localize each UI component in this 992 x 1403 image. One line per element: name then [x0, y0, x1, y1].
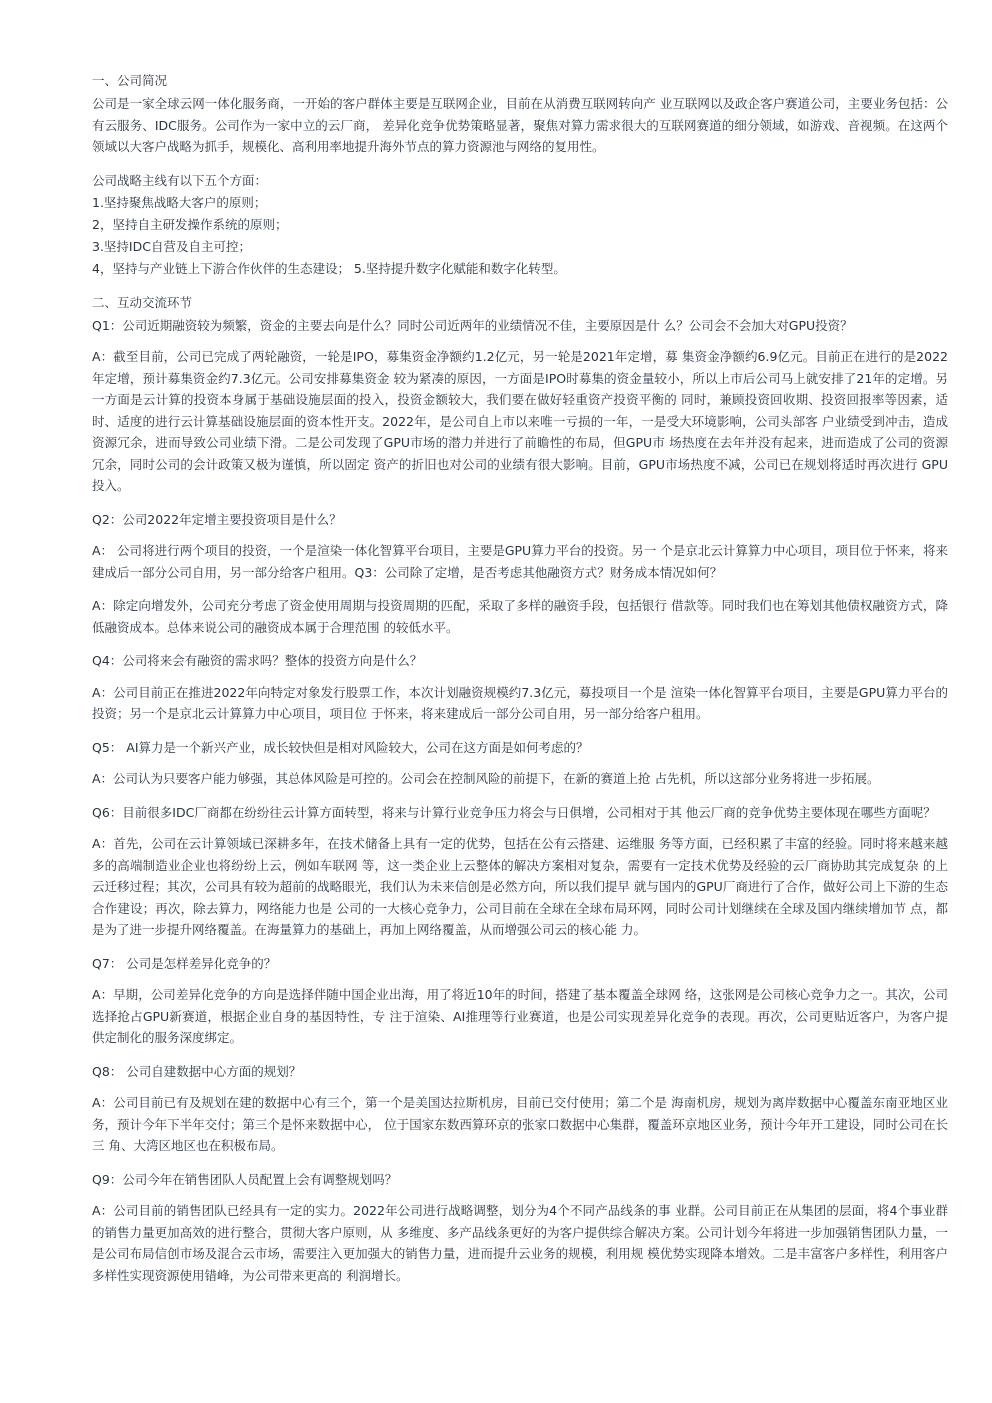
strategy-title: 公司战略主线有以下五个方面：	[92, 172, 268, 188]
answer-q3: A：除定向增发外，公司充分考虑了资金使用周期与投资周期的匹配，采取了多样的融资手段，包括银行 借款等。同时我们也在筹划其他债权融资方式，降低融资成本。总体来说公司的融资成本属于合理范围 的较低水平。	[92, 598, 948, 635]
question-q6: Q6：目前很多IDC厂商都在纷纷往云计算方面转型，将来与计算行业竞争压力将会与日俱增，公司相对于其 他云厂商的竞争优势主要体现在哪些方面呢？	[92, 804, 936, 820]
question-q4: Q4：公司将来会有融资的需求吗？整体的投资方向是什么？	[92, 653, 423, 668]
question-q8: Q8： 公司自建数据中心方面的规划？	[92, 1063, 302, 1079]
question-q9: Q9：公司今年在销售团队人员配置上会有调整规划吗？	[92, 1171, 398, 1187]
question-q1: Q1：公司近期融资较为频繁，资金的主要去向是什么？同时公司近两年的业绩情况不佳，主要原因是什 么？公司会不会加大对GPU投资？	[92, 317, 853, 333]
section2-title: 二、互动交流环节	[92, 294, 193, 310]
section1-title: 一、公司简况	[92, 73, 168, 88]
answer-q1: A：截至目前，公司已完成了两轮融资，一轮是IPO，募集资金净额约1.2亿元，另一轮是2021年定增，募 集资金净额约6.9亿元。目前正在进行的是2022年定增，预计募集资金约7.3亿元。公司安排募集资金 较为紧凑的原因，一方面是IPO时募集的资金量较小，所以上市后公司马上就安排了21年的定增。另 一方面是云计算的投资本身属于基础设施层面的投入，投资金额较大，我们要在做好轻重资产投资平衡的 同时，兼顾投资回收期、投资回报率等因素，适时、适度的进行云计算基础设施层面的资本性开支。2022年，是公司自上市以来唯一亏损的一年，一是受大环境影响，公司头部客 户业绩受到冲击，造成 资源冗余，进而导致公司业绩下滑。二是公司发现了GPU市场的潜力并进行了前瞻性的布局，但GPU市 场热度在去年并没有起来，进而造成了公司的资源冗余，同时公司的会计政策又极为谨慎，所以固定 资产的折旧也对公司的业绩有很大影响。目前，GPU市场热度不减，公司已在规划将适时再次进行 GPU投入。	[92, 349, 948, 493]
question-q2: Q2：公司2022年定增主要投资项目是什么？	[92, 511, 342, 527]
strategy-item: 3.坚持IDC自营及自主可控；	[92, 238, 251, 254]
question-q5: Q5： AI算力是一个新兴产业，成长较快但是相对风险较大，公司在这方面是如何考虑的？	[92, 739, 589, 755]
strategy-item: 2，坚持自主研发操作系统的原则；	[92, 216, 288, 232]
answer-q4: A：公司目前正在推进2022年向特定对象发行股票工作，本次计划融资规模约7.3亿元，募投项目一个是 渲染一体化智算平台项目，主要是GPU算力平台的投资；另一个是京北云计算算力中心项目，项目位 于怀来，将来建成后一部分公司自用，另一部分给客户租用。	[92, 684, 948, 721]
answer-q6: A：首先，公司在云计算领域已深耕多年，在技术储备上具有一定的优势，包括在公有云搭建、运维服 务等方面，已经积累了丰富的经验。同时将来越来越多的高端制造业企业也将纷纷上云，例如车联网 等，这一类企业上云整体的解决方案相对复杂，需要有一定技术优势及经验的云厂商协助其完成复杂 的上云迁移过程；其次，公司具有较为超前的战略眼光，我们认为未来信创是必然方向，所以我们提早 就与国内的GPU厂商进行了合作，做好公司上下游的生态合作建设；再次，除去算力，网络能力也是 公司的一大核心竞争力，公司目前在全球在全球布局环网，同时公司计划继续在全球及国内继续增加节 点，都是为了进一步提升网络覆盖。在海量算力的基础上，再加上网络覆盖，从而增强公司云的核心能 力。	[92, 836, 948, 937]
strategy-list	[92, 170, 948, 280]
strategy-item: 1.坚持聚焦战略大客户的原则；	[92, 194, 267, 210]
document-page	[92, 70, 948, 1298]
answer-q2: A： 公司将进行两个项目的投资，一个是渲染一体化智算平台项目，主要是GPU算力平台的投资。另一 个是京北云计算算力中心项目，项目位于怀来，将来建成后一部分公司自用，另一部分给客户租用。Q3：公司除了定增，是否考虑其他融资方式？财务成本情况如何？	[92, 543, 948, 580]
company-intro: 公司是一家全球云网一体化服务商，一开始的客户群体主要是互联网企业，目前在从消费互联网转向产 业互联网以及政企客户赛道公司，主要业务包括：公有云服务、IDC服务。公司作为一家中立的云厂商， 差异化竞争优势策略显著，聚焦对算力需求很大的互联网赛道的细分领域，如游戏、音视频。在这两个 领域以大客户战略为抓手，规模化、高利用率地提升海外节点的算力资源池与网络的复用性。	[92, 96, 948, 154]
answer-q9: A：公司目前的销售团队已经具有一定的实力。2022年公司进行战略调整，划分为4个不同产品线条的事 业群。公司目前正在从集团的层面，将4个事业群的销售力量更加高效的进行整合，贯彻大客户原则，从 多维度、多产品线条更好的为客户提供综合解决方案。公司计划今年将进一步加强销售团队力量，一 是公司布局信创市场及混合云市场，需要注入更加强大的销售力量，进而提升云业务的规模，利用规 模优势实现降本增效。二是丰富客户多样性，利用客户多样性实现资源使用错峰，为公司带来更高的 利润增长。	[92, 1203, 948, 1283]
answer-q5: A：公司认为只要客户能力够强，其总体风险是可控的。公司会在控制风险的前提下，在新的赛道上抢 占先机，所以这部分业务将进一步拓展。	[92, 771, 880, 786]
answer-q7: A：早期，公司差异化竞争的方向是选择伴随中国企业出海，用了将近10年的时间，搭建了基本覆盖全球网 络，这张网是公司核心竞争力之一。其次，公司选择抢占GPU新赛道，根据企业自身的基因特性，专 注于渲染、AI推理等行业赛道，也是公司实现差异化竞争的表现。再次，公司更贴近客户，为客户提 供定制化的服务深度绑定。	[92, 987, 948, 1045]
answer-q8: A：公司目前已有及规划在建的数据中心有三个，第一个是美国达拉斯机房，目前已交付使用；第二个是 海南机房，规划为离岸数据中心覆盖东南亚地区业务，预计今年下半年交付；第三个是怀来数据中心， 位于国家东数西算环京的张家口数据中心集群，覆盖环京地区业务，预计今年开工建设，同时公司在长三 角、大湾区地区也在积极布局。	[92, 1095, 948, 1153]
strategy-item: 4，坚持与产业链上下游合作伙伴的生态建设； 5.坚持提升数字化赋能和数字化转型。	[92, 260, 566, 276]
question-q7: Q7： 公司是怎样差异化竞争的？	[92, 955, 277, 971]
